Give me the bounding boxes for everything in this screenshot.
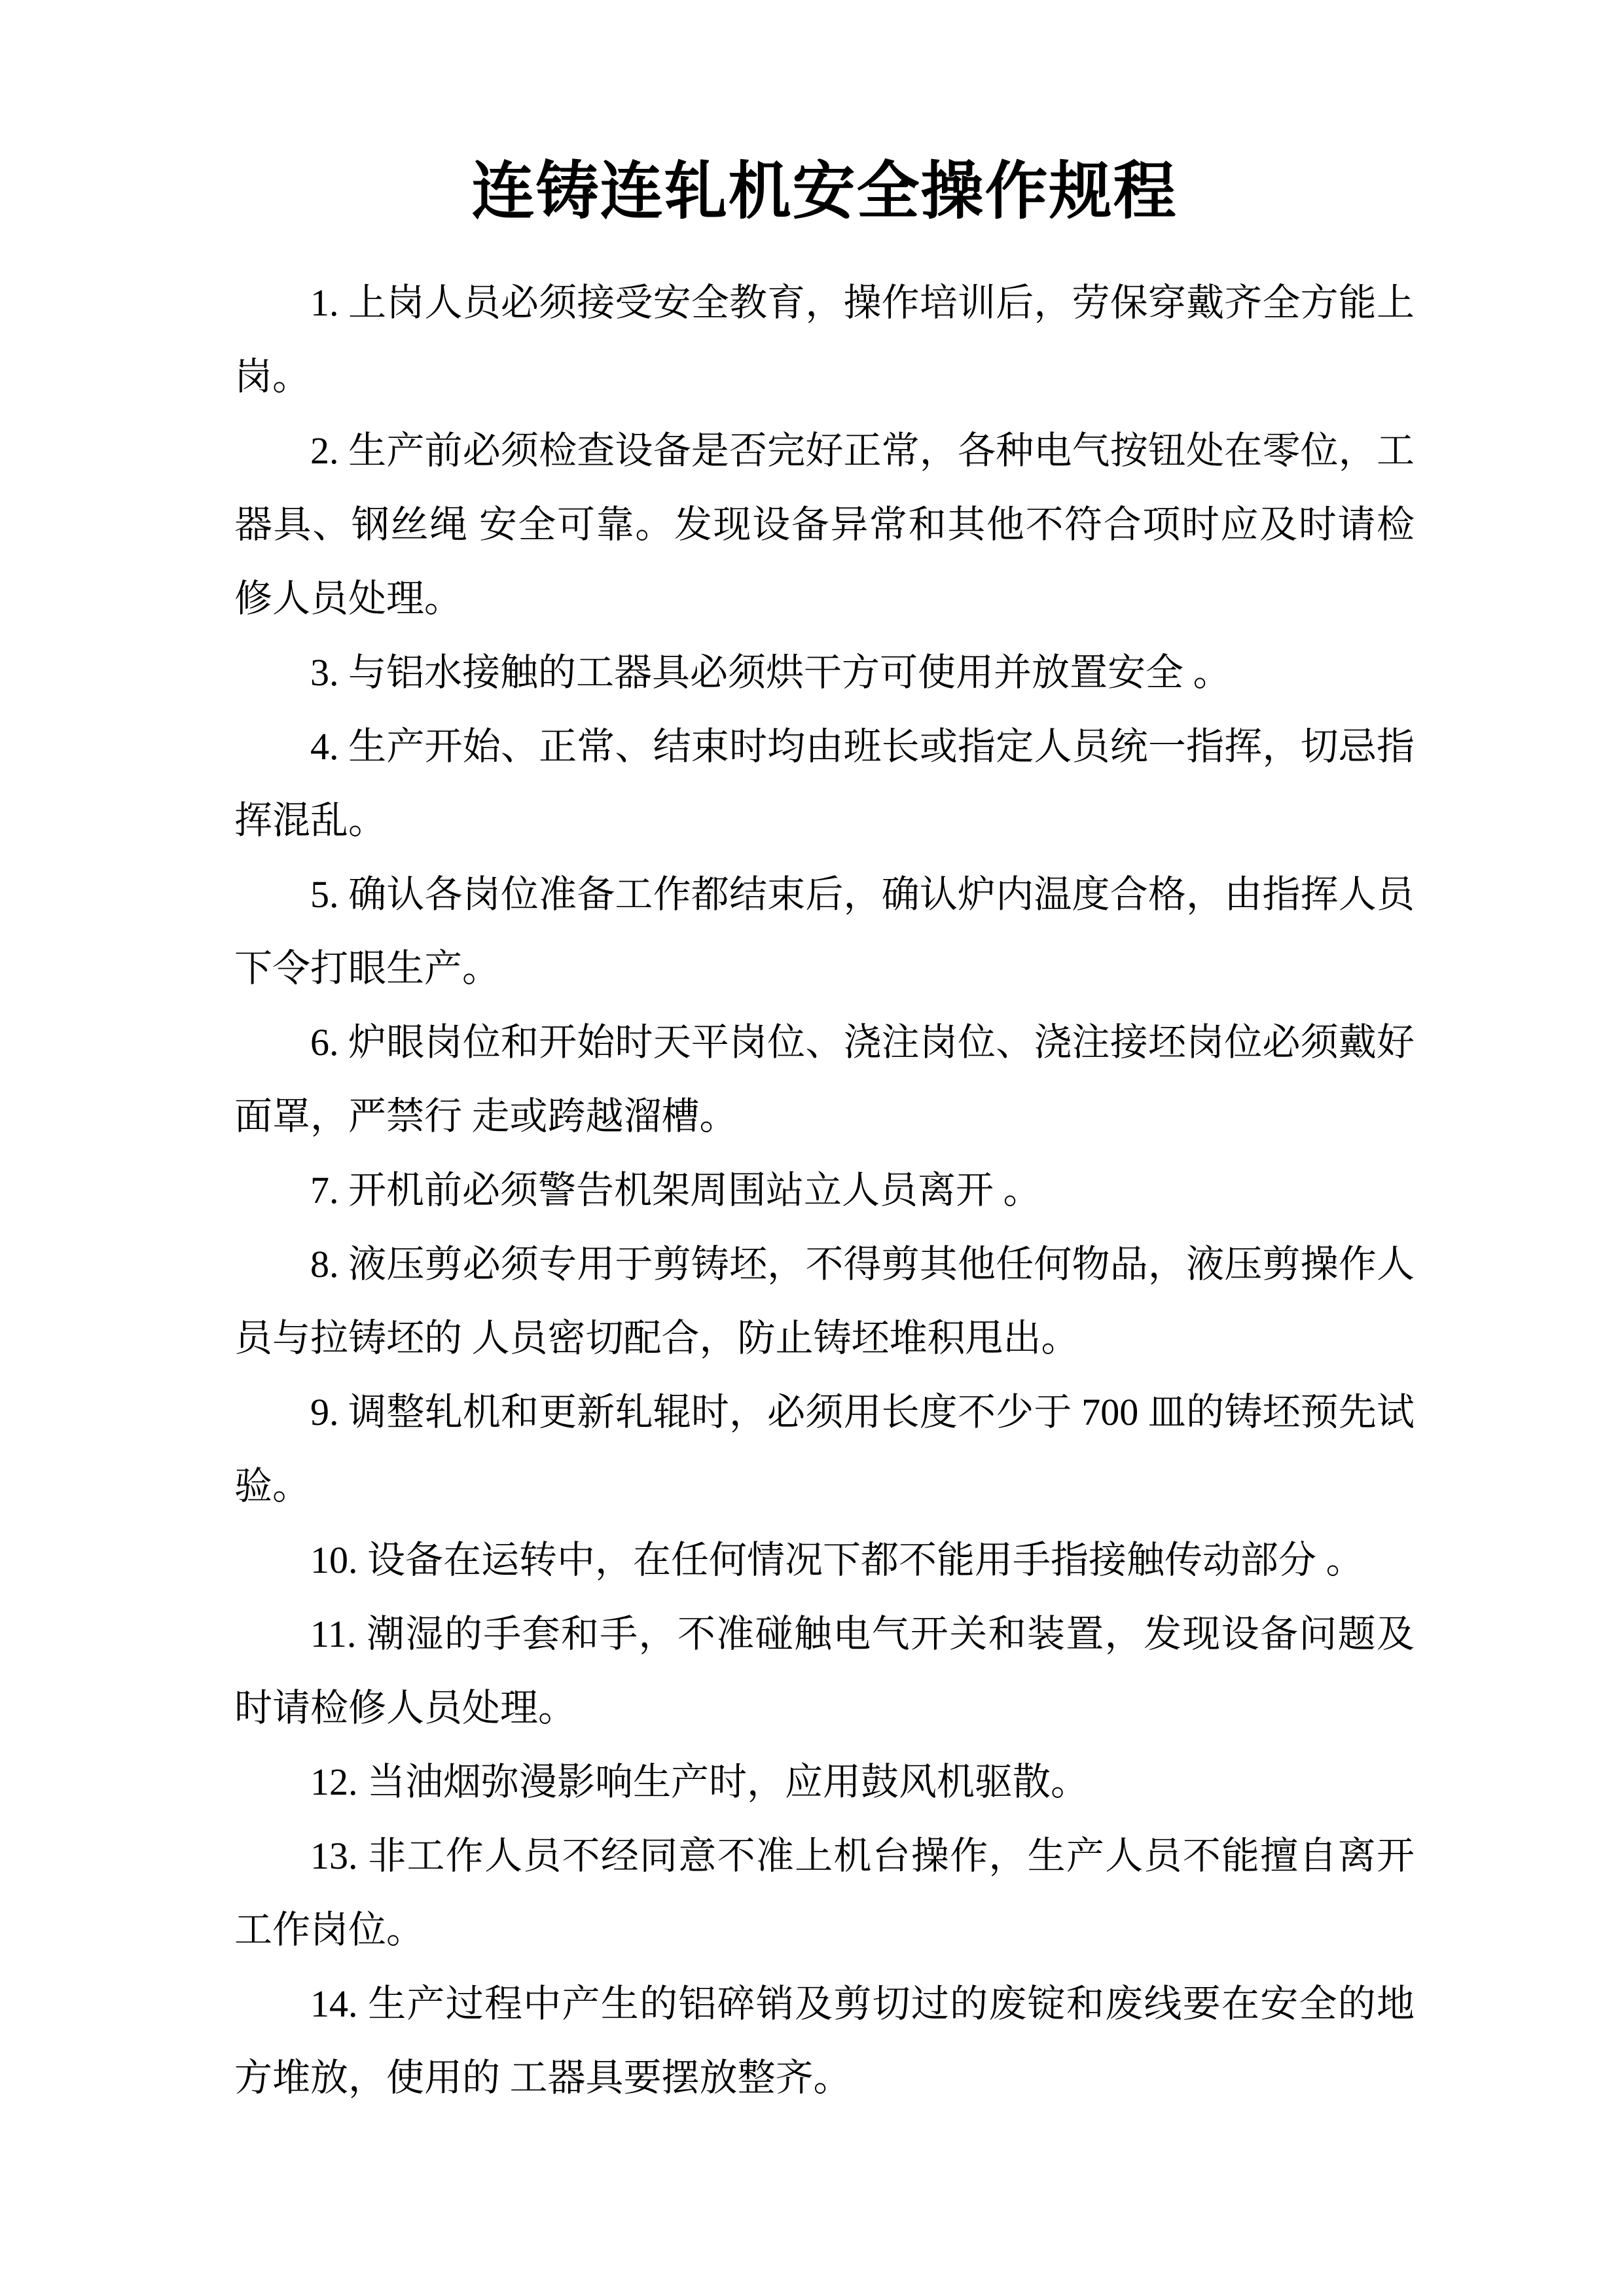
rule-item-10: 10. 设备在运转中，在任何情况下都不能用手指接触传动部分 。	[310, 1539, 1364, 1581]
rule-item-14: 14. 生产过程中产生的铝碎销及剪切过的废锭和废线要在安全的地方堆放，使用的 工器具要摆放整齐。	[234, 1982, 1415, 2099]
rule-item-7: 7. 开机前必须警告机架周围站立人员离开 。	[310, 1169, 1041, 1211]
rule-item-8: 8. 液压剪必须专用于剪铸坯，不得剪其他任何物品，液压剪操作人员与拉铸坯的 人员密切配合，防止铸坯堆积甩出。	[234, 1243, 1415, 1359]
rule-item-9: 9. 调整轧机和更新轧辊时，必须用长度不少于 700 皿的铸坯预先试验。	[234, 1391, 1415, 1507]
rule-item-5: 5. 确认各岗位准备工作都结束后，确认炉内温度合格，由指挥人员下令打眼生产。	[234, 873, 1415, 990]
document-body	[234, 266, 1415, 2115]
rule-item-11: 11. 潮湿的手套和手，不准碰触电气开关和装置，发现设备问题及时请检修人员处理。	[234, 1613, 1415, 1729]
rule-item-1: 1. 上岗人员必须接受安全教育，操作培训后，劳保穿戴齐全方能上岗。	[234, 281, 1415, 398]
rule-item-12: 12. 当油烟弥漫影响生产时，应用鼓风机驱散。	[310, 1761, 1089, 1803]
rule-item-2: 2. 生产前必须检查设备是否完好正常，各种电气按钮处在零位，工器具、钢丝绳 安全可靠。发现设备异常和其他不符合项时应及时请检修人员处理。	[234, 429, 1415, 620]
rule-item-4: 4. 生产开始、正常、结束时均由班长或指定人员统一指挥，切忌指挥混乱。	[234, 725, 1415, 842]
rule-item-13: 13. 非工作人员不经同意不准上机台操作，生产人员不能擅自离开工作岗位。	[234, 1835, 1415, 1951]
rule-item-6: 6. 炉眼岗位和开始时天平岗位、浇注岗位、浇注接坯岗位必须戴好面罩，严禁行 走或跨越溜槽。	[234, 1021, 1415, 1138]
rule-item-3: 3. 与铝水接触的工器具必须烘干方可使用并放置安全 。	[310, 651, 1231, 694]
page-title: 连铸连轧机安全操作规程	[471, 156, 1178, 226]
